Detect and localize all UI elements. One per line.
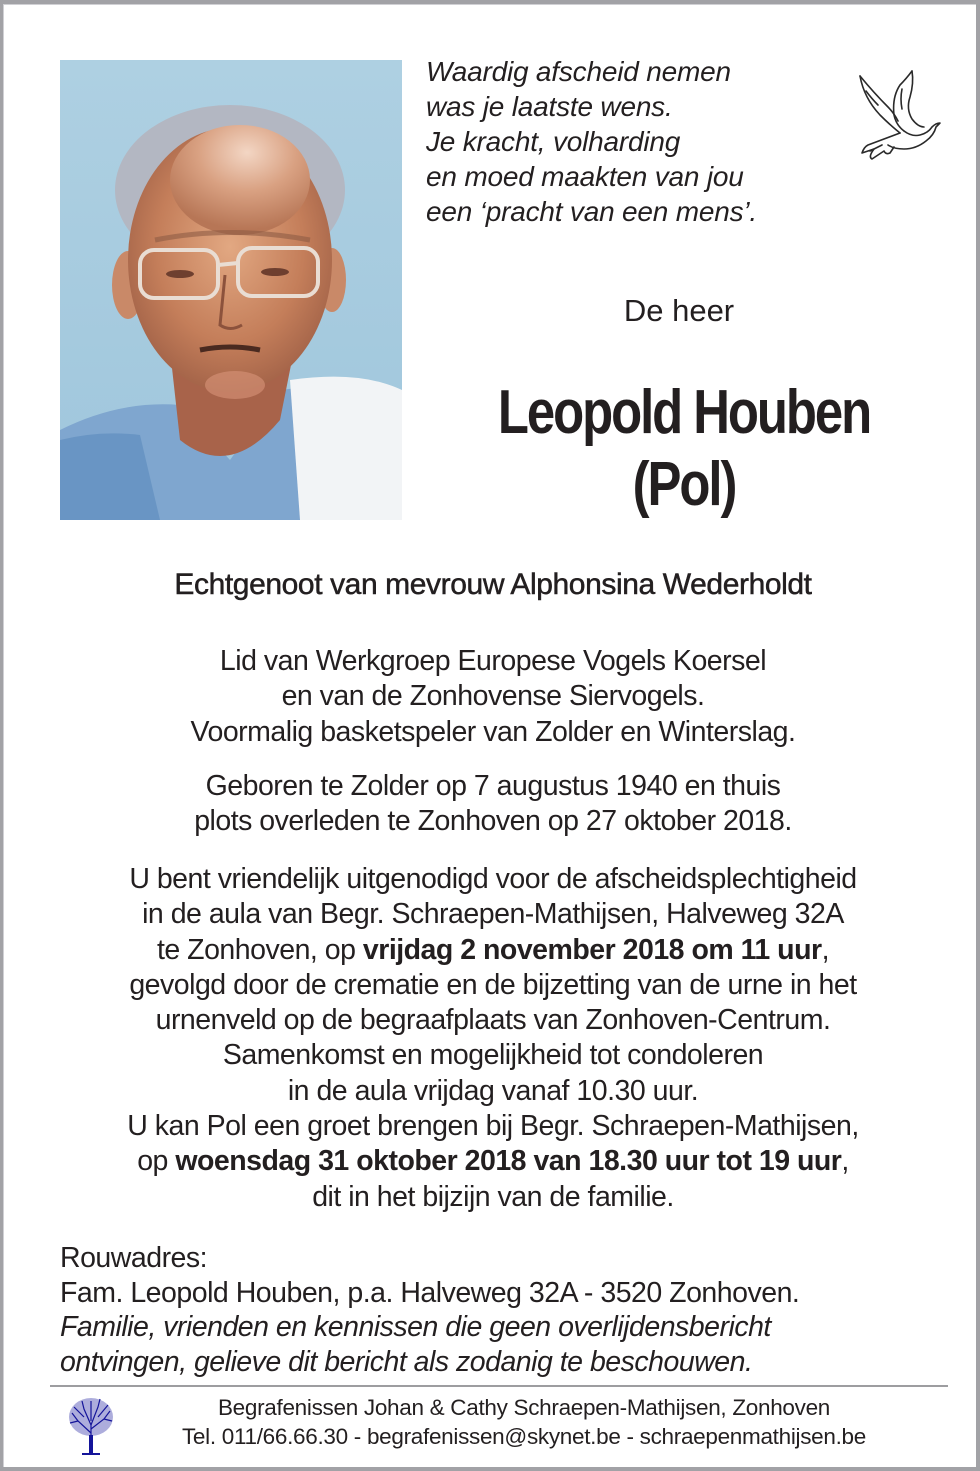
ceremony-line: gevolgd door de crematie en de bijzetting van de urne in het: [129, 968, 857, 1001]
ceremony-line: [4, 1144, 980, 1179]
ceremony-line: in de aula vrijdag vanaf 10.30 uur.: [287, 1074, 699, 1107]
title-prefix: De heer: [623, 293, 735, 328]
address-label: Rouwadres:: [60, 1242, 208, 1274]
birth-death-dates: [4, 769, 980, 840]
poem-line: Je kracht, volharding: [426, 126, 681, 157]
footer-divider: [50, 1385, 948, 1387]
ceremony-line: urnenveld op de begraafplaats van Zonhoven-Centrum.: [155, 1004, 831, 1037]
address-note: Familie, vrienden en kennissen die geen overlijdensbericht: [60, 1311, 771, 1344]
address-note: ontvingen, gelieve dit bericht als zodanig te beschouwen.: [60, 1345, 753, 1378]
dove-icon: [854, 63, 944, 163]
deceased-nickname: (Pol): [632, 450, 736, 519]
visitation-text: op: [137, 1145, 176, 1178]
poem-line: en moed maakten van jou: [426, 161, 744, 192]
funeral-home-contact: Tel. 011/66.66.30 - begrafenissen@skynet.be - schraepenmathijsen.be: [181, 1424, 866, 1449]
ceremony-line: Samenkomst en mogelijkheid tot condoleren: [222, 1039, 764, 1072]
bio-line: en van de Zonhovense Siervogels.: [281, 680, 705, 713]
portrait-photo: [60, 60, 402, 520]
ceremony-line: U kan Pol een groet brengen bij Begr. Schraepen-Mathijsen,: [127, 1110, 859, 1143]
ceremony-text: te Zonhoven, op: [156, 933, 363, 966]
portrait-image: [60, 60, 402, 520]
obituary-card: [3, 4, 976, 1467]
bio-line: Voormalig basketspeler van Zolder en Winterslag.: [190, 715, 796, 748]
ceremony-details: [4, 862, 980, 1215]
deceased-name: Leopold Houben: [497, 378, 871, 447]
poem-line: Waardig afscheid nemen: [426, 56, 731, 87]
funeral-home-name: Begrafenissen Johan & Cathy Schraepen-Mathijsen, Zonhoven: [217, 1395, 831, 1420]
address-value: Fam. Leopold Houben, p.a. Halveweg 32A - 3520 Zonhoven.: [60, 1276, 800, 1309]
deceased-name-block: [479, 377, 889, 521]
poem-line: was je laatste wens.: [426, 91, 673, 122]
poem-line: een ‘pracht van een mens’.: [426, 196, 758, 227]
ceremony-line: dit in het bijzijn van de familie.: [312, 1180, 674, 1213]
bio: [4, 644, 980, 750]
funeral-home-footer: [104, 1393, 944, 1451]
spouse-line: Echtgenoot van mevrouw Alphonsina Wederholdt: [174, 568, 812, 601]
dates-line: Geboren te Zolder op 7 augustus 1940 en thuis: [205, 770, 781, 802]
visitation-text: ,: [841, 1145, 849, 1178]
visitation-datetime: woensdag 31 oktober 2018 van 18.30 uur tot 19 uur: [175, 1145, 842, 1178]
poem: [426, 54, 757, 229]
ceremony-datetime: vrijdag 2 november 2018 om 11 uur: [362, 933, 822, 966]
mourning-address: [60, 1241, 799, 1379]
bio-line: Lid van Werkgroep Europese Vogels Koersel: [219, 645, 767, 677]
dates-line: plots overleden te Zonhoven op 27 oktober 2018.: [194, 805, 792, 838]
ceremony-text: ,: [821, 933, 830, 966]
ceremony-line: U bent vriendelijk uitgenodigd voor de afscheidsplechtigheid: [129, 863, 857, 895]
ceremony-line: in de aula van Begr. Schraepen-Mathijsen, Halveweg 32A: [142, 898, 844, 931]
ceremony-line: [4, 933, 980, 968]
